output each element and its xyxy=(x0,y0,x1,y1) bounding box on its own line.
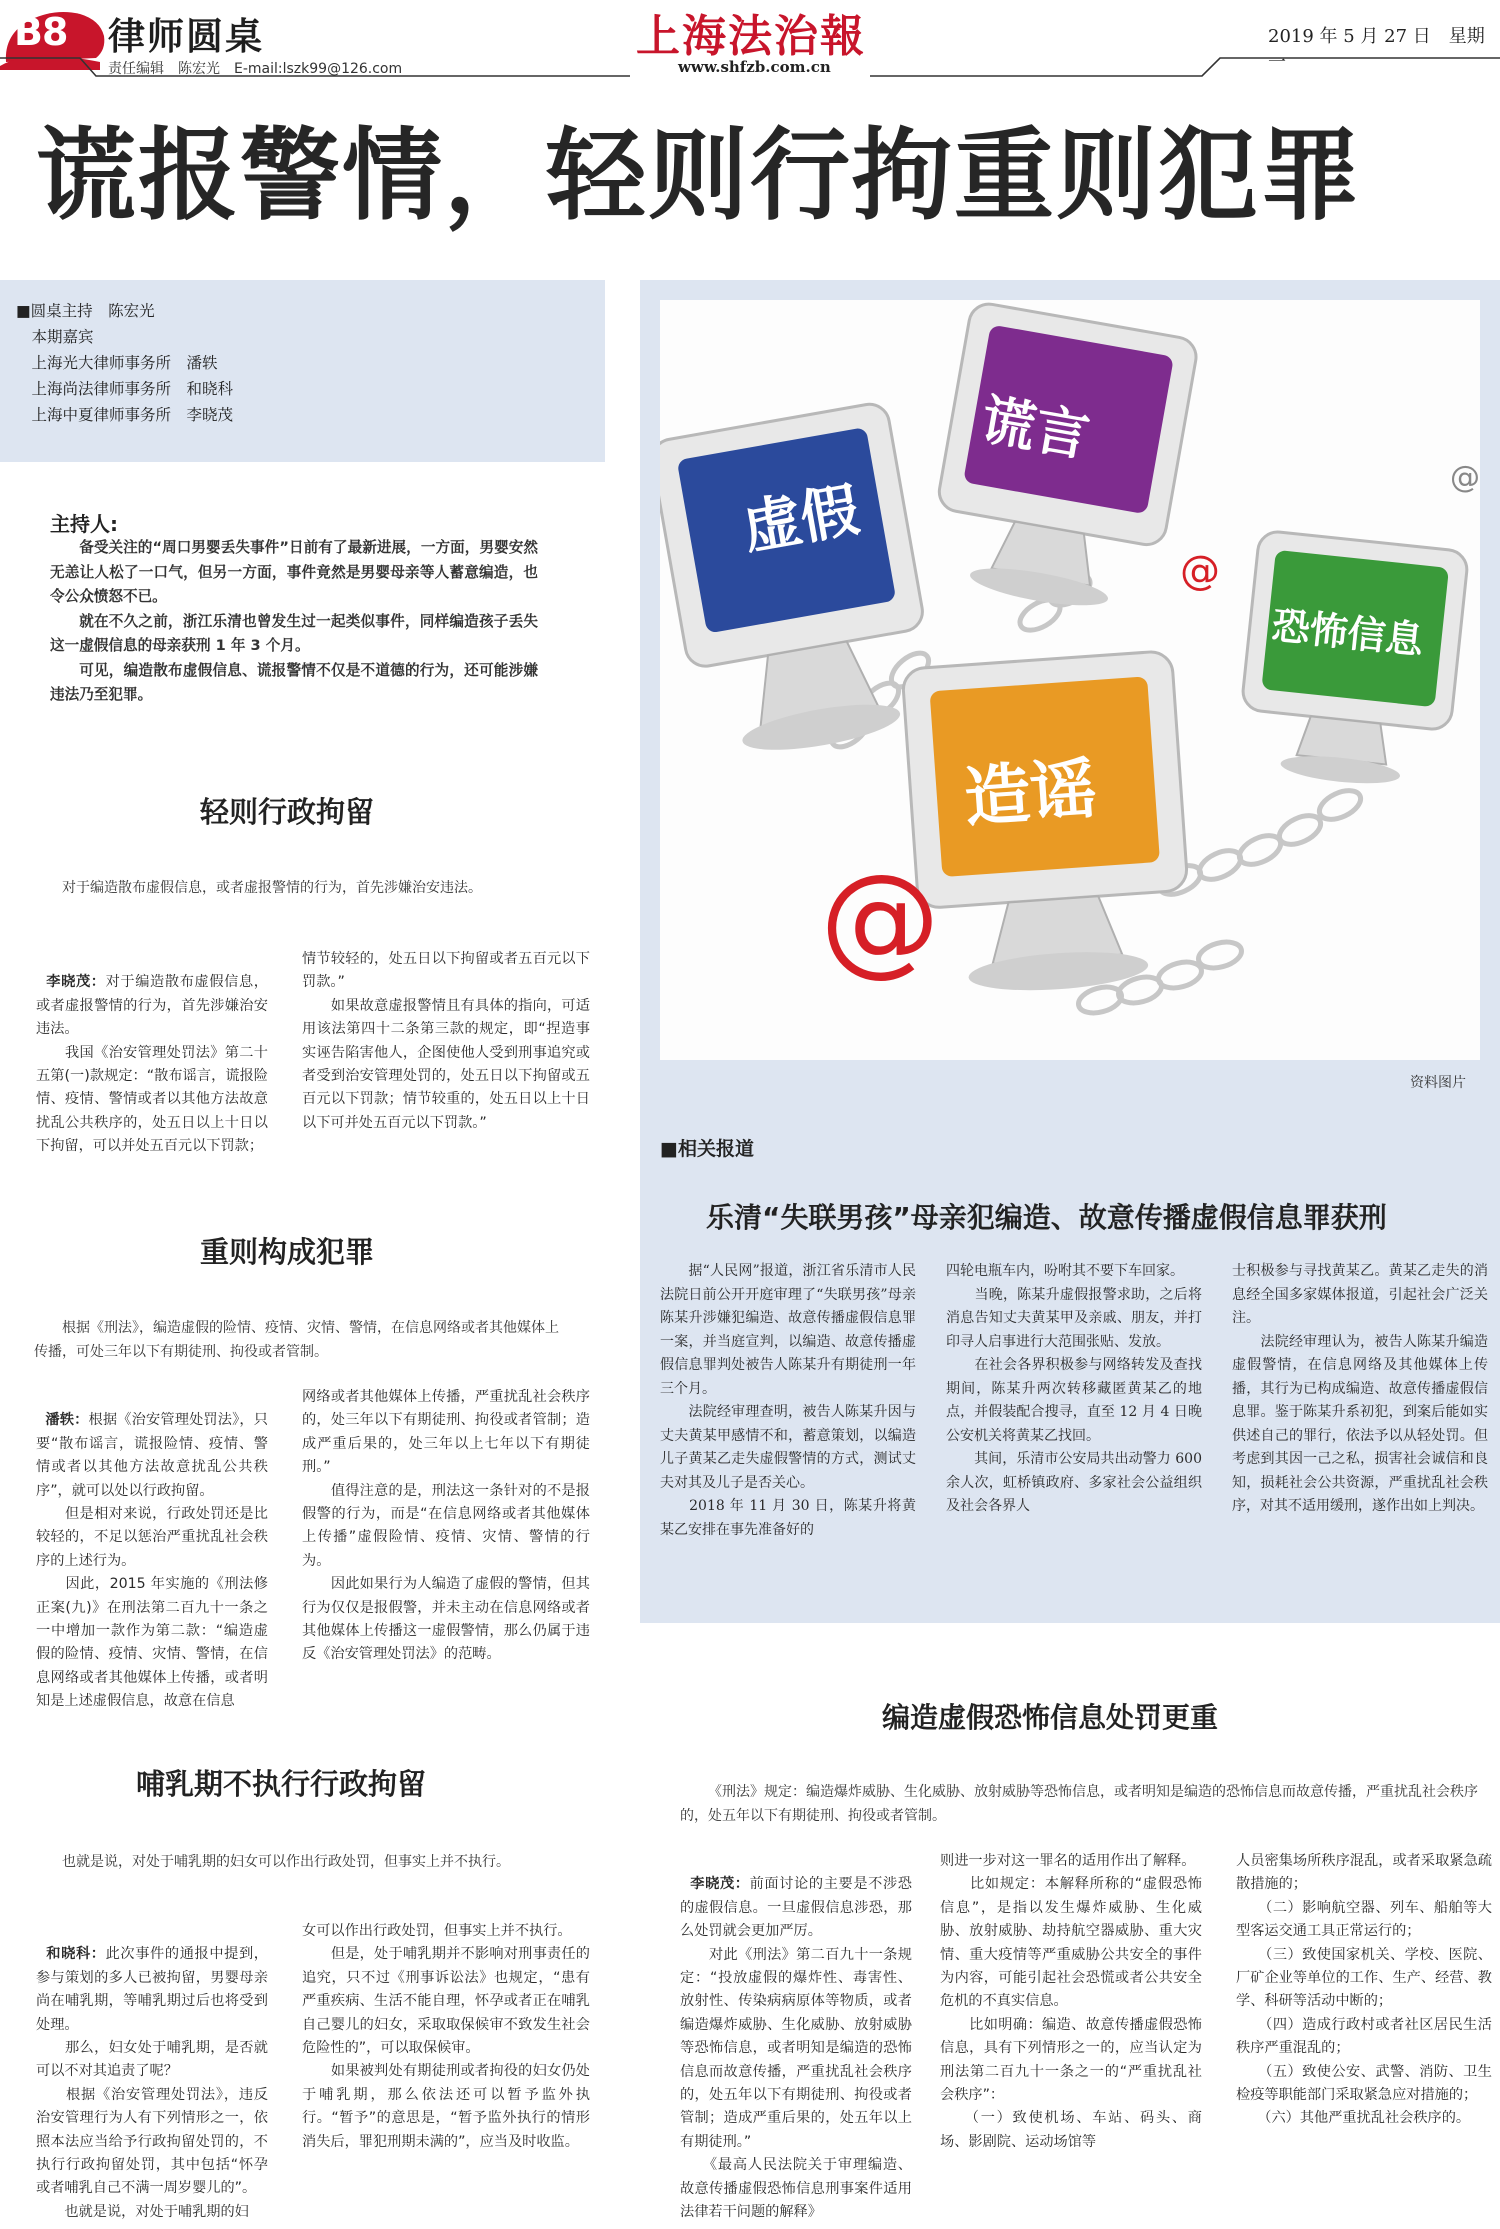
host-paragraph: 可见，编造散布虚假信息、谎报警情不仅是不道德的行为，还可能涉嫌违法乃至犯罪。 xyxy=(50,661,538,703)
host-paragraph: 备受关注的“周口男婴丢失事件”日前有了最新进展，一方面，男婴安然无恙让人松了一口气，但另一方面，事件竟然是男婴母亲等人蓄意编造，也令公众愤怒不已。 xyxy=(50,539,538,605)
at-symbol-large: @ xyxy=(820,850,940,989)
panel-line: 上海尚法律师事务所 和晓科 xyxy=(16,380,234,398)
editor-line: 责任编辑 陈宏光 E-mail:lszk99@126.com xyxy=(108,61,403,77)
host-label: 主持人: xyxy=(50,512,118,536)
panel-line: ■圆桌主持 陈宏光 xyxy=(16,302,155,320)
section1-col1 xyxy=(36,948,268,1159)
image-caption: 资料图片 xyxy=(1410,1075,1466,1091)
section4-col3: 人员密集场所秩序混乱，或者采取紧急疏散措施的； （二）影响航空器、列车、船舶等大型客运交通工具正常运行的； （三）致使国家机关、学校、医院、厂矿企业等单位的工作、生产、经营、教学、科研等活动中断的； （四）造成行政村或者社区居民生活秩序严重混乱的； （五）致使公安、武警、消防、卫生检疫等职能部门采取紧急应对措施的； （六）其他严重扰乱社会秩序的。 xyxy=(1236,1853,1492,2127)
page-header xyxy=(0,0,1500,80)
speaker-name: 和晓科： xyxy=(46,1946,106,1963)
section1-col2: 情节较轻的，处五日以下拘留或者五百元以下罚款。” 如果故意虚报警情且有具体的指向，可适用该法第四十二条第三款的规定，即“捏造事实诬告陷害他人，企图使他人受到刑事追究或者受到治安管理处罚的，处五日以下拘留或五百元以下罚款；情节较重的，处五日以上十日以下可并处五百元以下罚款。” xyxy=(302,951,590,1131)
section3-text-col1: 此次事件的通报中提到，参与策划的多人已被拘留，男婴母亲尚在哺乳期，等哺乳期过后也将受到处理。 那么，妇女处于哺乳期，是否就可以不对其追责了呢？ 根据《治安管理处罚法》，违反治安管理行为人有下列情形之一，依照本法应当给予行政拘留处罚的，不执行行政拘留处罚，其中包括“怀孕或者哺乳自己不满一周岁婴儿的”。 也就是说，对处于哺乳期的妇 xyxy=(36,1946,268,2220)
panel-line: 上海中夏律师事务所 李晓茂 xyxy=(16,406,234,424)
speaker-name: 李晓茂： xyxy=(46,974,106,991)
host-paragraph: 就在不久之前，浙江乐清也曾发生过一起类似事件，同样编造孩子丢失这一虚假信息的母亲获刑 1 年 3 个月。 xyxy=(50,612,538,654)
section4-title: 编造虚假恐怖信息处罚更重 xyxy=(882,1701,1219,1734)
at-symbol-small: @ xyxy=(1180,548,1220,594)
monitor-blue xyxy=(660,401,943,766)
section4-col1 xyxy=(680,1850,912,2225)
section2-col2: 网络或者其他媒体上传播，严重扰乱社会秩序的，处三年以下有期徒刑、拘役或者管制；造成严重后果的，处三年以上七年以下有期徒刑。” 值得注意的是，刑法这一条针对的不是报假警的行为，而是“在信息网络或者其他媒体上传播”虚假险情、疫情、灾情、警情的行为。 因此如果行为人编造了虚假的警情，但其行为仅仅是报假警，并未主动在信息网络或者其他媒体上传播这一虚假警情，那么仍属于违反《治安管理处罚法》的范畴。 xyxy=(302,1389,590,1663)
section1-lead: 对于编造散布虚假信息，或者虚报警情的行为，首先涉嫌治安违法。 xyxy=(62,880,482,896)
section2-col1 xyxy=(36,1386,268,1714)
section2-lead: 根据《刑法》，编造虚假的险情、疫情、灾情、警情，在信息网络或者其他媒体上传播，可处三年以下有期徒刑、拘役或者管制。 xyxy=(34,1320,559,1360)
feature-image xyxy=(660,300,1480,1060)
participants-panel xyxy=(0,280,605,462)
section-title: 律师圆桌 xyxy=(108,15,264,58)
monitor-green xyxy=(1235,530,1469,793)
section3-title: 哺乳期不执行行政拘留 xyxy=(136,1767,427,1801)
header-rule xyxy=(0,52,1500,80)
panel-line: 上海光大律师事务所 潘轶 xyxy=(16,354,218,372)
related-col2: 四轮电瓶车内，吩咐其不要下车回家。 当晚，陈某升虚假报警求助，之后将消息告知丈夫黄某甲及亲戚、朋友，并打印寻人启事进行大范围张贴、发放。 在社会各界积极参与网络转发及查找期间，陈某升两次转移藏匿黄某乙的地点，并假装配合搜寻，直至 12 月 4 日晚公安机关将黄某乙找回。 其间，乐清市公安局共出动警力 600 余人次，虹桥镇政府、多家社会公益组织及社会各界人 xyxy=(946,1263,1202,1514)
image-word-2: 谎言 xyxy=(976,388,1094,469)
masthead: 上海法治報 xyxy=(636,11,866,62)
speaker-name: 李晓茂： xyxy=(690,1876,750,1893)
issue-date: 2019 年 5 月 27 日 星期一 xyxy=(1268,26,1485,73)
image-word-4: 造谣 xyxy=(961,750,1099,837)
section3-lead: 也就是说，对处于哺乳期的妇女可以作出行政处罚，但事实上并不执行。 xyxy=(62,1854,510,1870)
speaker-name: 潘轶： xyxy=(45,1412,89,1429)
section4-lead: 《刑法》规定：编造爆炸威胁、生化威胁、放射威胁等恐怖信息，或者明知是编造的恐怖信息而故意传播，严重扰乱社会秩序的，处五年以下有期徒刑、拘役或者管制。 xyxy=(680,1784,1478,1824)
related-col3: 士积极参与寻找黄某乙。黄某乙走失的消息经全国多家媒体报道，引起社会广泛关注。 法院经审理认为，被告人陈某升编造虚假警情，在信息网络及其他媒体上传播，其行为已构成编造、故意传播虚假信息罪。鉴于陈某升系初犯，到案后能如实供述自己的罪行，依法予以从轻处罚。但考虑到其因一己之私，损害社会诚信和良知，损耗社会公共资源，严重扰乱社会秩序，对其不适用缓刑，遂作出如上判决。 xyxy=(1232,1263,1488,1514)
website: www.shfzb.com.cn xyxy=(678,58,831,76)
section4-text-col1: 前面讨论的主要是不涉恐的虚假信息。一旦虚假信息涉恐，那么处罚就会更加严厉。 对此《刑法》第二百九十一条规定：“投放虚假的爆炸性、毒害性、放射性、传染病病原体等物质，或者编造爆炸威胁、生化威胁、放射威胁等恐怖信息，或者明知是编造的恐怖信息而故意传播，严重扰乱社会秩序的，处五年以下有期徒刑、拘役或者管制；造成严重后果的，处五年以上有期徒刑。” 《最高人民法院关于审理编造、故意传播虚假恐怖信息刑事案件适用法律若干问题的解释》 xyxy=(680,1876,912,2221)
page-number: B8 xyxy=(14,10,68,54)
section1-title: 轻则行政拘留 xyxy=(200,795,375,829)
image-word-3: 恐怖信息 xyxy=(1269,603,1426,663)
section3-col2: 女可以作出行政处罚，但事实上并不执行。 但是，处于哺乳期并不影响对刑事责任的追究，只不过《刑事诉讼法》也规定，“患有严重疾病、生活不能自理，怀孕或者正在哺乳自己婴儿的妇女，采取取保候审不致发生社会危险性的”，可以取保候审。 如果被判处有期徒刑或者拘役的妇女仍处于哺乳期，那么依法还可以暂予监外执行。“暂予”的意思是，“暂予监外执行的情形消失后，罪犯刑期未满的”，应当及时收监。 xyxy=(302,1923,590,2150)
image-word-1: 虚假 xyxy=(737,475,864,563)
feature-box xyxy=(640,280,1500,1623)
section3-col1 xyxy=(36,1920,268,2224)
section1-text-col1: 对于编造散布虚假信息，或者虚报警情的行为，首先涉嫌治安违法。 我国《治安管理处罚法》第二十五第(一)款规定：“散布谣言，谎报险情、疫情、警情或者以其他方法故意扰乱公共秩序的，处五日以上十日以下拘留，可以并处五百元以下罚款； xyxy=(36,974,268,1155)
related-col1: 据“人民网”报道，浙江省乐清市人民法院日前公开开庭审理了“失联男孩”母亲陈某升涉嫌犯编造、故意传播虚假信息罪一案，并当庭宣判，以编造、故意传播虚假信息罪判处被告人陈某升有期徒刑一年三个月。 法院经审理查明，被告人陈某升因与丈夫黄某甲感情不和，蓄意策划，以编造儿子黄某乙走失虚假警情的方式，测试丈夫对其及儿子是否关心。 2018 年 11 月 30 日，陈某升将黄某乙安排在事先准备好的 xyxy=(660,1263,916,1538)
section2-text-col1: 根据《治安管理处罚法》，只要“散布谣言，谎报险情、疫情、警情或者以其他方法故意扰乱公共秩序”，就可以处以行政拘留。 但是相对来说，行政处罚还是比较轻的，不足以惩治严重扰乱社会秩序的上述行为。 因此，2015 年实施的《刑法修正案(九)》在刑法第二百九十一条之一中增加一款作为第二款：“编造虚假的险情、疫情、灾情、警情，在信息网络或者其他媒体上传播，或者明知是上述虚假信息，故意在信息 xyxy=(36,1412,268,1710)
section2-title: 重则构成犯罪 xyxy=(200,1235,375,1269)
host-intro xyxy=(50,536,538,708)
panel-line: 本期嘉宾 xyxy=(16,328,94,346)
at-symbol-small: @ xyxy=(1450,460,1480,495)
related-title: 乐清“失联男孩”母亲犯编造、故意传播虚假信息罪获刑 xyxy=(706,1201,1387,1234)
headline: 谎报警情，轻则行拘重则犯罪 xyxy=(36,117,1362,234)
section4-col2: 则进一步对这一罪名的适用作出了解释。 比如规定：本解释所称的“虚假恐怖信息”，是指以发生爆炸威胁、生化威胁、放射威胁、劫持航空器威胁、重大灾情、重大疫情等严重威胁公共安全的事件为内容，可能引起社会恐慌或者公共安全危机的不真实信息。 比如明确：编造、故意传播虚假恐怖信息，具有下列情形之一的，应当认定为刑法第二百九十一条之一的“严重扰乱社会秩序”： （一）致使机场、车站、码头、商场、影剧院、运动场馆等 xyxy=(940,1853,1202,2150)
related-label: ■相关报道 xyxy=(660,1138,754,1160)
